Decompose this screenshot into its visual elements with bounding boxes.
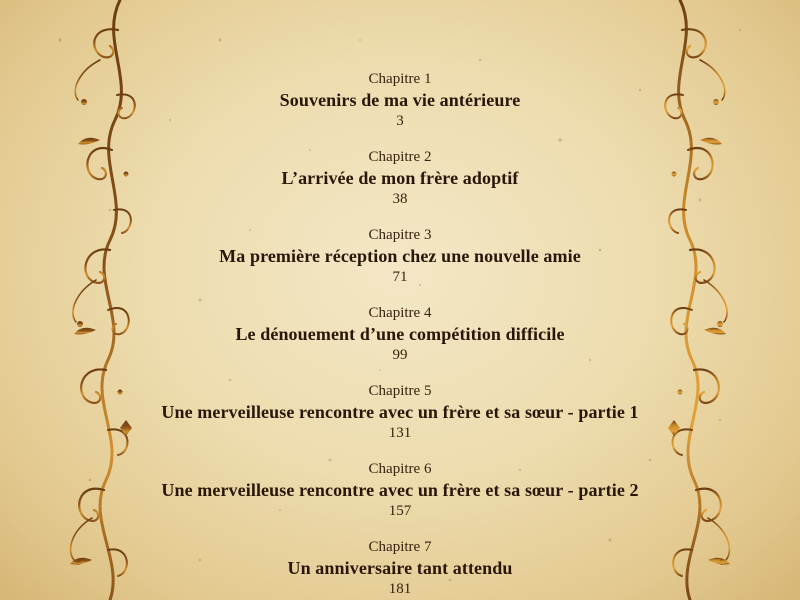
chapter-label: Chapitre 5 — [368, 383, 432, 399]
chapter-title: Ma première réception chez une nouvelle amie — [219, 246, 581, 266]
chapter-label: Chapitre 3 — [368, 227, 432, 243]
chapter-label: Chapitre 7 — [368, 539, 432, 555]
toc-entry-chapter-7[interactable] — [150, 538, 650, 600]
chapter-page-number: 131 — [388, 425, 412, 441]
chapter-title: Le dénouement d’une compétition difficile — [235, 324, 565, 344]
chapter-title: L’arrivée de mon frère adoptif — [281, 168, 519, 188]
toc-entry-chapter-1[interactable] — [150, 70, 650, 148]
toc-entry-chapter-6[interactable] — [150, 460, 650, 538]
toc-entry-chapter-4[interactable] — [150, 304, 650, 382]
chapter-label: Chapitre 2 — [368, 149, 432, 165]
chapter-label: Chapitre 1 — [368, 71, 432, 87]
chapter-title: Une merveilleuse rencontre avec un frère et sa sœur - partie 1 — [161, 402, 639, 422]
chapter-page-number: 157 — [388, 503, 412, 519]
chapter-page-number: 181 — [388, 581, 412, 597]
chapter-title: Un anniversaire tant attendu — [287, 558, 513, 578]
chapter-page-number: 99 — [392, 347, 408, 363]
toc-entry-chapter-5[interactable] — [150, 382, 650, 460]
chapter-page-number: 3 — [396, 113, 404, 129]
chapter-title: Souvenirs de ma vie antérieure — [279, 90, 521, 110]
table-of-contents — [150, 70, 650, 600]
chapter-page-number: 71 — [392, 269, 408, 285]
toc-entry-chapter-3[interactable] — [150, 226, 650, 304]
floral-border-left — [0, 0, 140, 600]
chapter-label: Chapitre 6 — [368, 461, 432, 477]
floral-border-right — [660, 0, 800, 600]
chapter-title: Une merveilleuse rencontre avec un frère et sa sœur - partie 2 — [161, 480, 639, 500]
chapter-label: Chapitre 4 — [368, 305, 432, 321]
toc-entry-chapter-2[interactable] — [150, 148, 650, 226]
chapter-page-number: 38 — [392, 191, 408, 207]
